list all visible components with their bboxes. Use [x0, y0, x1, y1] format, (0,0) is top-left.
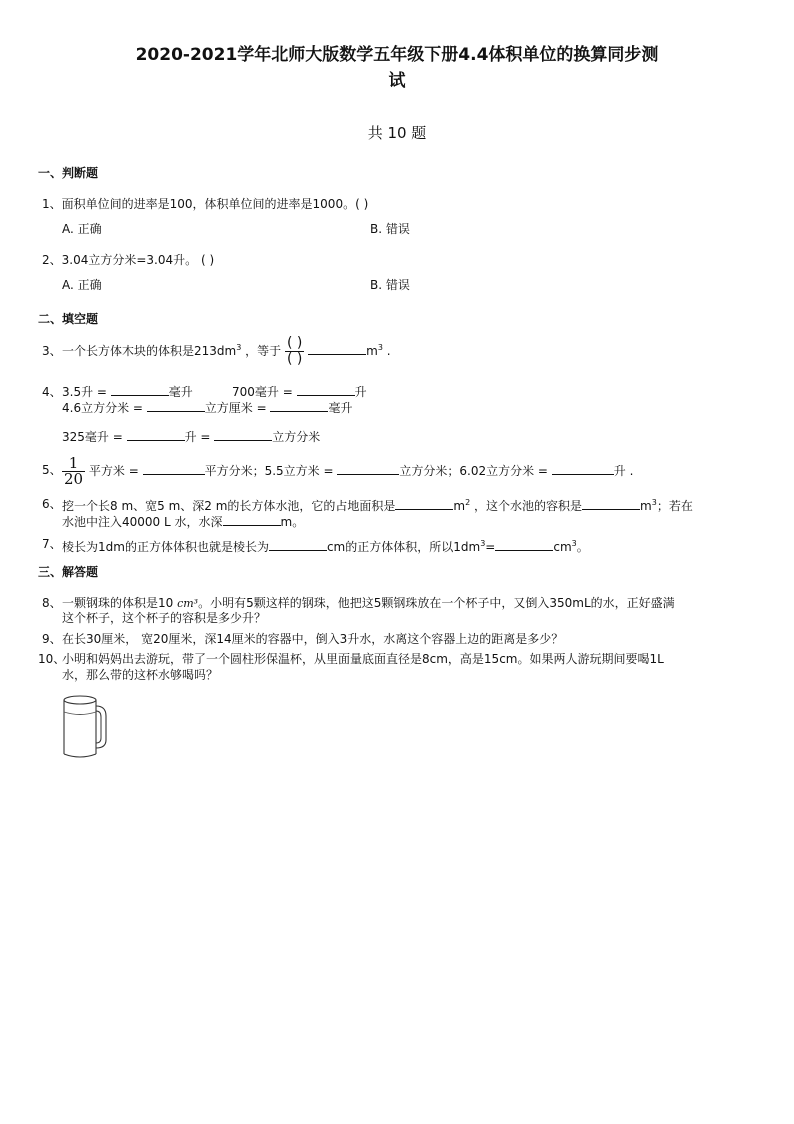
- q4-l2-c: 毫升: [328, 401, 353, 415]
- q4-blank-5[interactable]: [127, 428, 185, 441]
- q4-line3: [62, 428, 320, 445]
- q3-text-a: 一个长方体木块的体积是213dm: [62, 344, 237, 358]
- q8-a: 一颗钢珠的体积是10: [62, 596, 178, 610]
- q4-l3-a: 325毫升 =: [62, 430, 127, 444]
- question-1: 1、面积单位间的进率是100，体积单位间的进率是1000。( ): [42, 197, 369, 211]
- q7-b: cm的正方体体积，所以1dm: [326, 540, 481, 554]
- section-judgement: 一、判断题: [38, 166, 99, 180]
- q4-l1-a: 3.5升 =: [62, 385, 111, 399]
- q3-text-d: .: [382, 344, 391, 358]
- q7-a: 棱长为1dm的正方体体积也就是棱长为: [62, 540, 269, 554]
- q6-number: 6、: [42, 497, 62, 511]
- q5-blank-2[interactable]: [337, 462, 399, 475]
- q5-number: 5、: [42, 463, 62, 477]
- q5-frac-num: 1: [62, 456, 85, 472]
- page-title-line1: 2020-2021学年北师大版数学五年级下册4.4体积单位的换算同步测: [135, 45, 659, 65]
- q8-number: 8、: [42, 596, 62, 610]
- q3-text-b: ，等于: [241, 344, 285, 358]
- q4-l1-b: 毫升: [168, 385, 193, 399]
- question-5: [62, 456, 633, 487]
- q4-blank-2[interactable]: [297, 383, 355, 396]
- q6-blank-2[interactable]: [582, 497, 640, 510]
- question-7: [62, 538, 589, 555]
- question-3: [62, 336, 391, 367]
- q3-blank[interactable]: [308, 342, 366, 355]
- q8-unit: cm³: [177, 597, 199, 610]
- q4-blank-4[interactable]: [270, 399, 328, 412]
- q4-number: 4、: [42, 385, 62, 399]
- q4-l3-c: 立方分米: [272, 430, 321, 444]
- q2-option-a[interactable]: A. 正确: [62, 278, 102, 292]
- q5-frac-den: 20: [64, 470, 84, 488]
- q4-line1-left: [62, 383, 193, 400]
- q5-b: 平方分米；5.5立方米 =: [204, 464, 338, 478]
- q6-sup-b: 2: [465, 498, 471, 507]
- question-9: 在长30厘米， 宽20厘米，深14厘米的容器中，倒入3升水，水离这个容器上边的距离是多少？: [62, 632, 564, 646]
- q6-c: ，这个水池的容积是: [470, 499, 583, 513]
- question-count: 共 10 题: [367, 124, 427, 142]
- q6-d: m: [640, 499, 652, 513]
- q7-c: =: [485, 540, 496, 554]
- question-8-line2: 这个杯子，这个杯子的容积是多少升？: [62, 611, 267, 625]
- page-title-line2: 试: [388, 71, 406, 91]
- q7-sup-b: 3: [480, 539, 486, 548]
- q5-a: 平方米 =: [85, 464, 143, 478]
- section-fill-in: 二、填空题: [38, 312, 99, 326]
- q4-l2-a: 4.6立方分米 =: [62, 401, 147, 415]
- q3-frac-num: ( ): [286, 335, 303, 351]
- q9-number: 9、: [42, 632, 62, 646]
- question-6-line2: [62, 513, 304, 530]
- q6-b: m: [453, 499, 466, 513]
- q6-blank-3[interactable]: [223, 513, 281, 526]
- q4-line1-right: [232, 383, 367, 400]
- q6-sup-d: 3: [651, 498, 657, 507]
- q3-text-c: m: [366, 344, 378, 358]
- q6-e: ；若在: [656, 499, 693, 513]
- q3-sup-a: 3: [236, 343, 242, 352]
- q4-blank-3[interactable]: [147, 399, 205, 412]
- question-10-line1: 小明和妈妈出去游玩，带了一个圆柱形保温杯，从里面量底面直径是8cm，高是15cm。如果两人游玩期间要喝1L: [62, 652, 664, 666]
- section-answer: 三、解答题: [38, 565, 99, 579]
- q6-a: 挖一个长8 m、宽5 m、深2 m的长方体水池，它的占地面积是: [62, 499, 396, 513]
- q7-sup-d: 3: [571, 539, 577, 548]
- q5-fraction: [62, 456, 85, 487]
- q5-blank-1[interactable]: [143, 462, 205, 475]
- q7-number: 7、: [42, 537, 62, 551]
- q5-d: 升 .: [613, 464, 634, 478]
- q4-l3-b: 升 =: [184, 430, 215, 444]
- q7-blank-1[interactable]: [269, 538, 327, 551]
- question-10-line2: 水，那么带的这杯水够喝吗？: [62, 668, 219, 682]
- q5-c: 立方分米；6.02立方分米 =: [399, 464, 552, 478]
- q3-fraction: [285, 336, 304, 367]
- q1-option-a[interactable]: A. 正确: [62, 222, 102, 236]
- question-6-line1: [62, 497, 693, 514]
- q1-option-b[interactable]: B. 错误: [370, 222, 410, 236]
- q3-frac-den: ( ): [286, 351, 303, 367]
- q4-l2-b: 立方厘米 =: [204, 401, 271, 415]
- q6-line2-b: m。: [280, 515, 305, 529]
- q7-blank-2[interactable]: [495, 538, 553, 551]
- q7-d: cm: [553, 540, 572, 554]
- question-2: 2、3.04立方分米=3.04升。 ( ): [42, 253, 215, 267]
- q3-number: 3、: [42, 344, 62, 358]
- q6-blank-1[interactable]: [395, 497, 453, 510]
- q7-e: 。: [576, 540, 589, 554]
- q4-l1-d: 升: [354, 385, 367, 399]
- q4-line2: [62, 399, 352, 416]
- q2-option-b[interactable]: B. 错误: [370, 278, 410, 292]
- q5-blank-3[interactable]: [552, 462, 614, 475]
- q4-l1-c: 700毫升 =: [232, 385, 297, 399]
- q8-b: 。小明有5颗这样的钢珠，他把这5颗钢珠放在一个杯子中，又倒入350mL的水，正好盛满: [198, 596, 675, 610]
- q3-sup-c: 3: [377, 343, 383, 352]
- q4-blank-1[interactable]: [111, 383, 169, 396]
- q6-line2-a: 水池中注入40000 L 水，水深: [62, 515, 223, 529]
- thermos-cup-illustration: [60, 694, 112, 760]
- q10-number: 10、: [38, 652, 66, 666]
- q4-blank-6[interactable]: [214, 428, 272, 441]
